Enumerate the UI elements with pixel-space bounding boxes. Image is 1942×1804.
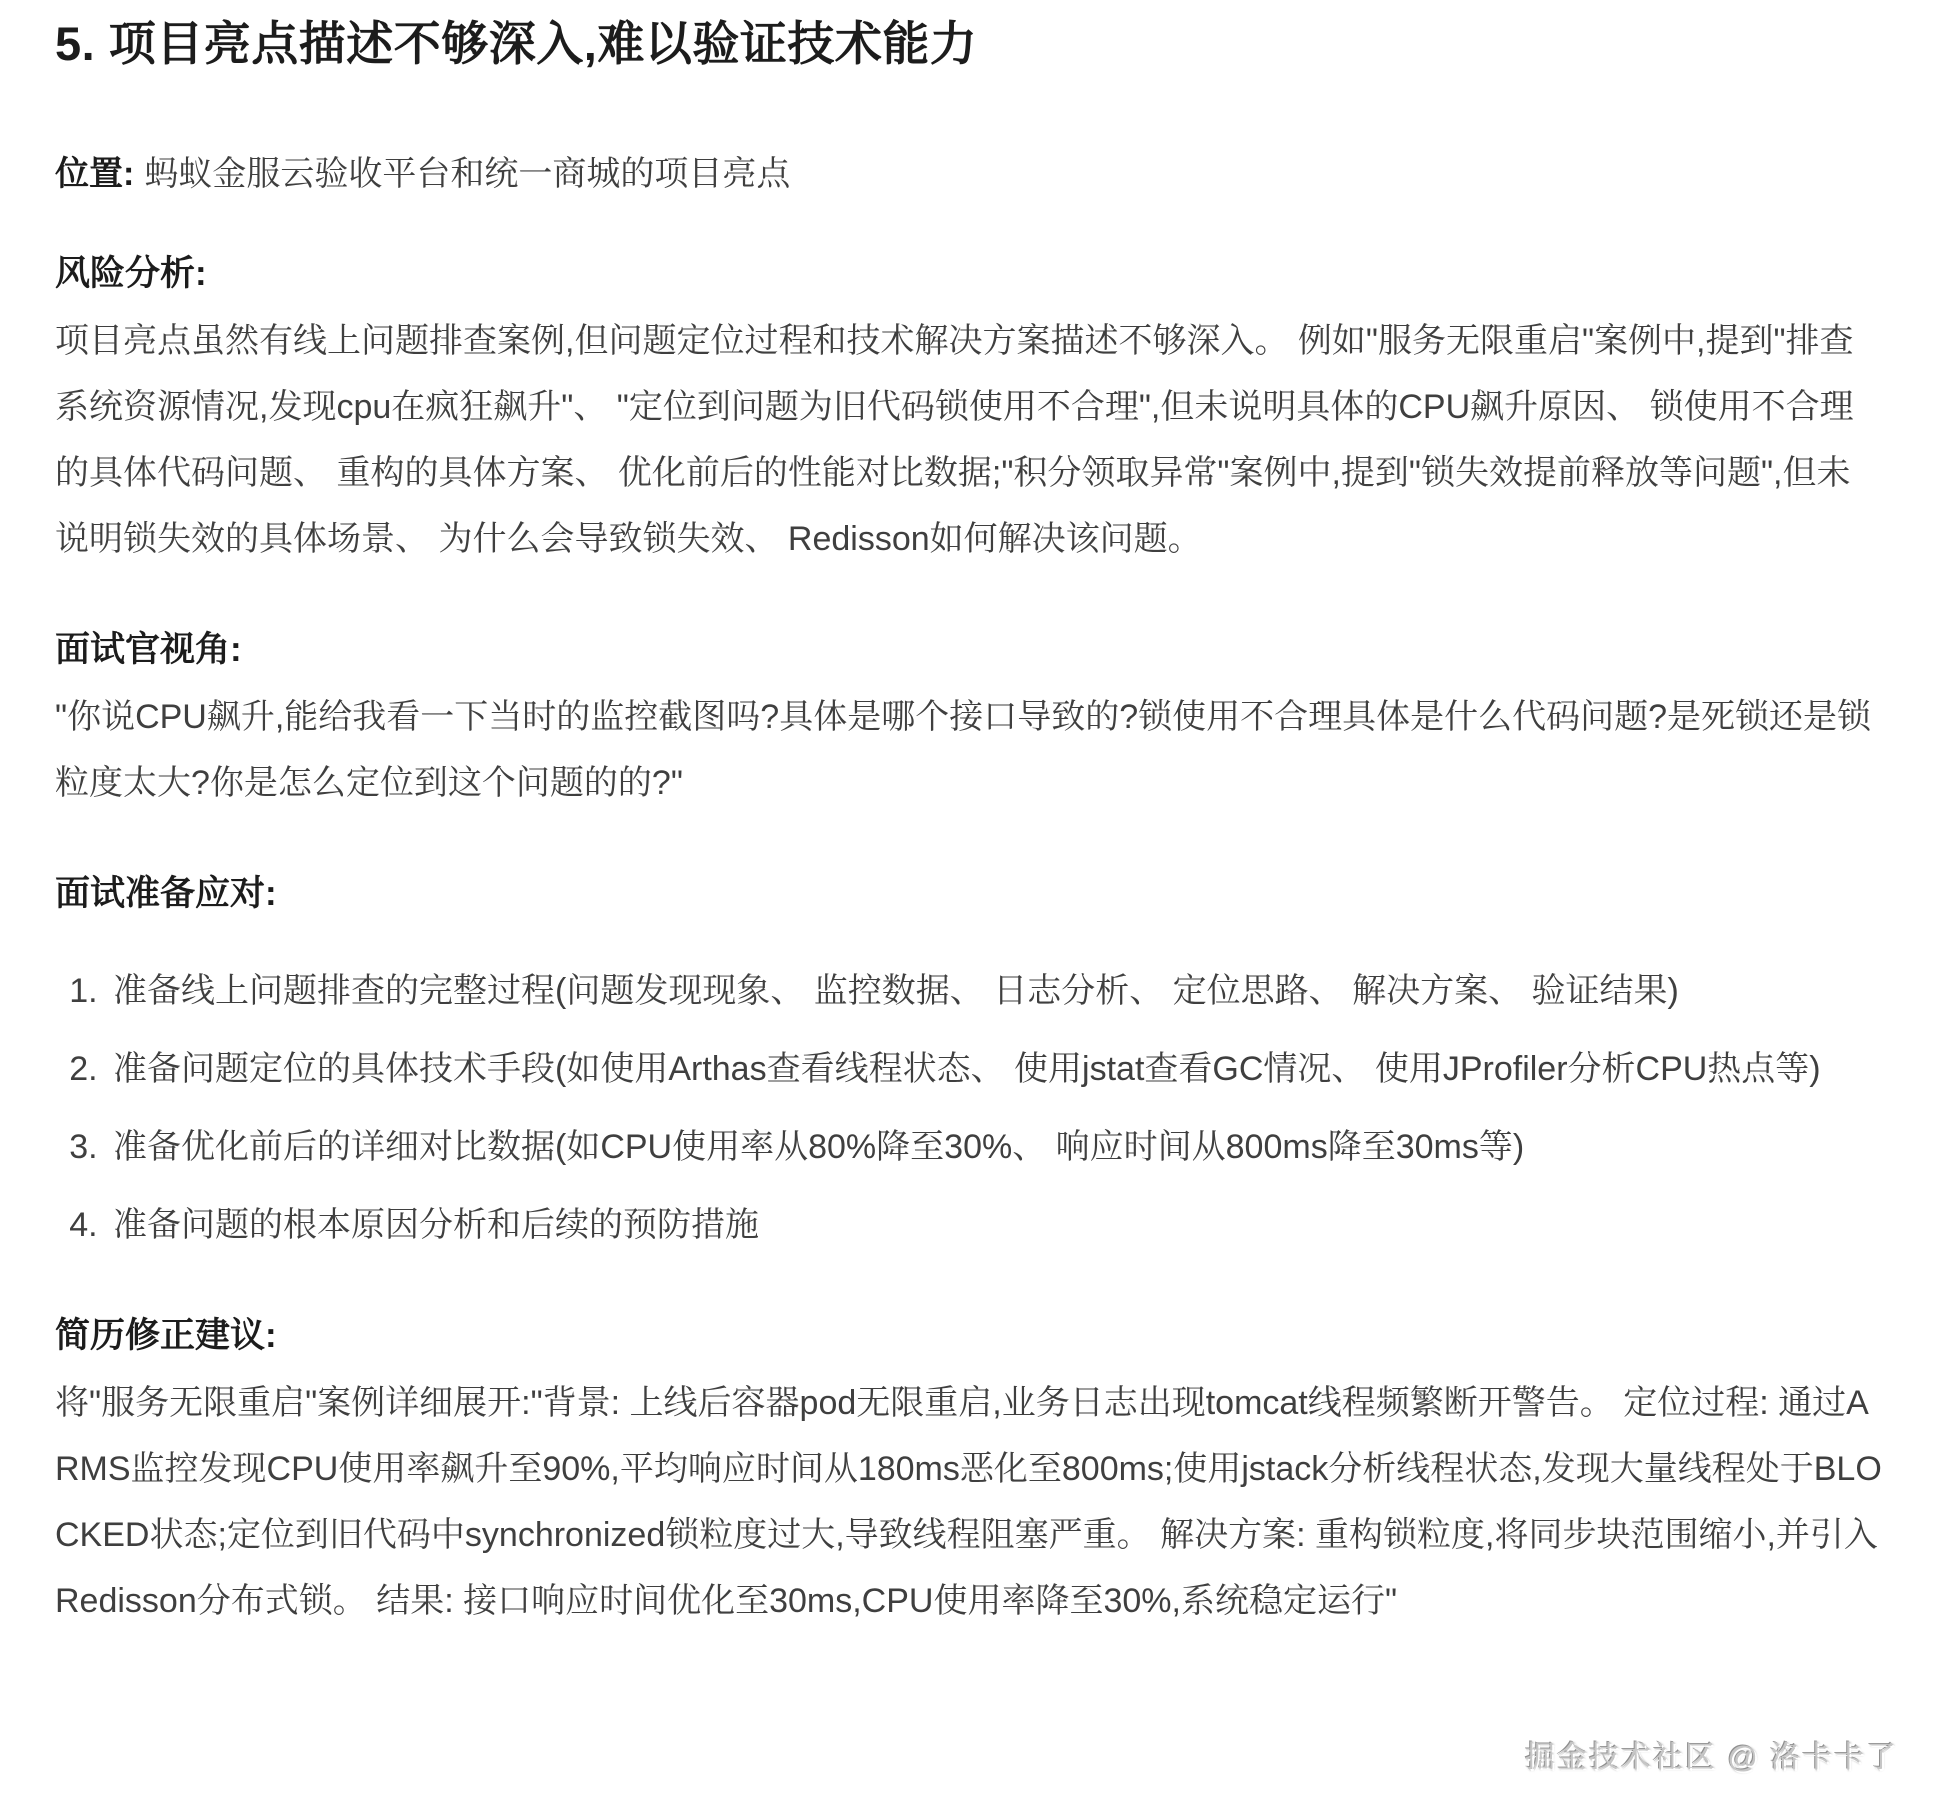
resume-fix-section: [55, 1316, 1884, 1634]
risk-analysis-heading: 风险分析:: [55, 254, 207, 293]
location-line: [55, 152, 1884, 196]
interview-prep-section: [55, 874, 1884, 1258]
prep-list-item: 4. 准备问题的根本原因分析和后续的预防措施: [107, 1192, 1884, 1258]
interviewer-view-section: [55, 630, 1884, 816]
interview-prep-list: [55, 958, 1884, 1258]
location-text: 蚂蚁金服云验收平台和统一商城的项目亮点: [144, 155, 791, 193]
page-title: 5. 项目亮点描述不够深入,难以验证技术能力: [55, 17, 978, 70]
resume-fix-heading: 简历修正建议:: [55, 1316, 277, 1355]
prep-list-item: 3. 准备优化前后的详细对比数据(如CPU使用率从80%降至30%、 响应时间从800ms降至30ms等): [107, 1114, 1884, 1180]
interviewer-view-heading: 面试官视角:: [55, 630, 242, 669]
risk-analysis-paragraph: 项目亮点虽然有线上问题排查案例,但问题定位过程和技术解决方案描述不够深入。 例如"服务无限重启"案例中,提到"排查系统资源情况,发现cpu在疯狂飙升"、 "定位到问题为旧代码锁使用不合理",但未说明具体的CPU飙升原因、 锁使用不合理的具体代码问题、 重构的具体方案、 优化前后的性能对比数据;"积分领取异常"案例中,提到"锁失效提前释放等问题",但未说明锁失效的具体场景、 为什么会导致锁失效、 Redisson如何解决该问题。: [55, 322, 1854, 558]
interview-prep-heading: 面试准备应对:: [55, 874, 277, 913]
resume-fix-paragraph: 将"服务无限重启"案例详细展开:"背景: 上线后容器pod无限重启,业务日志出现tomcat线程频繁断开警告。 定位过程: 通过ARMS监控发现CPU使用率飙升至90%,平均响应时间从180ms恶化至800ms;使用jstack分析线程状态,发现大量线程处于BLOCKED状态;定位到旧代码中synchronized锁粒度过大,导致线程阻塞严重。 解决方案: 重构锁粒度,将同步块范围缩小,并引入Redisson分布式锁。 结果: 接口响应时间优化至30ms,CPU使用率降至30%,系统稳定运行": [55, 1384, 1882, 1620]
location-label: 位置:: [55, 155, 135, 193]
watermark: 掘金技术社区 @ 洛卡卡了: [1524, 1741, 1898, 1774]
prep-list-item: 1. 准备线上问题排查的完整过程(问题发现现象、 监控数据、 日志分析、 定位思路、 解决方案、 验证结果): [107, 958, 1884, 1024]
prep-list-item: 2. 准备问题定位的具体技术手段(如使用Arthas查看线程状态、 使用jstat查看GC情况、 使用JProfiler分析CPU热点等): [107, 1036, 1884, 1102]
interviewer-quote-paragraph: "你说CPU飙升,能给我看一下当时的监控截图吗?具体是哪个接口导致的?锁使用不合理具体是什么代码问题?是死锁还是锁粒度太大?你是怎么定位到这个问题的的?": [55, 698, 1872, 802]
risk-analysis-section: [55, 254, 1884, 572]
